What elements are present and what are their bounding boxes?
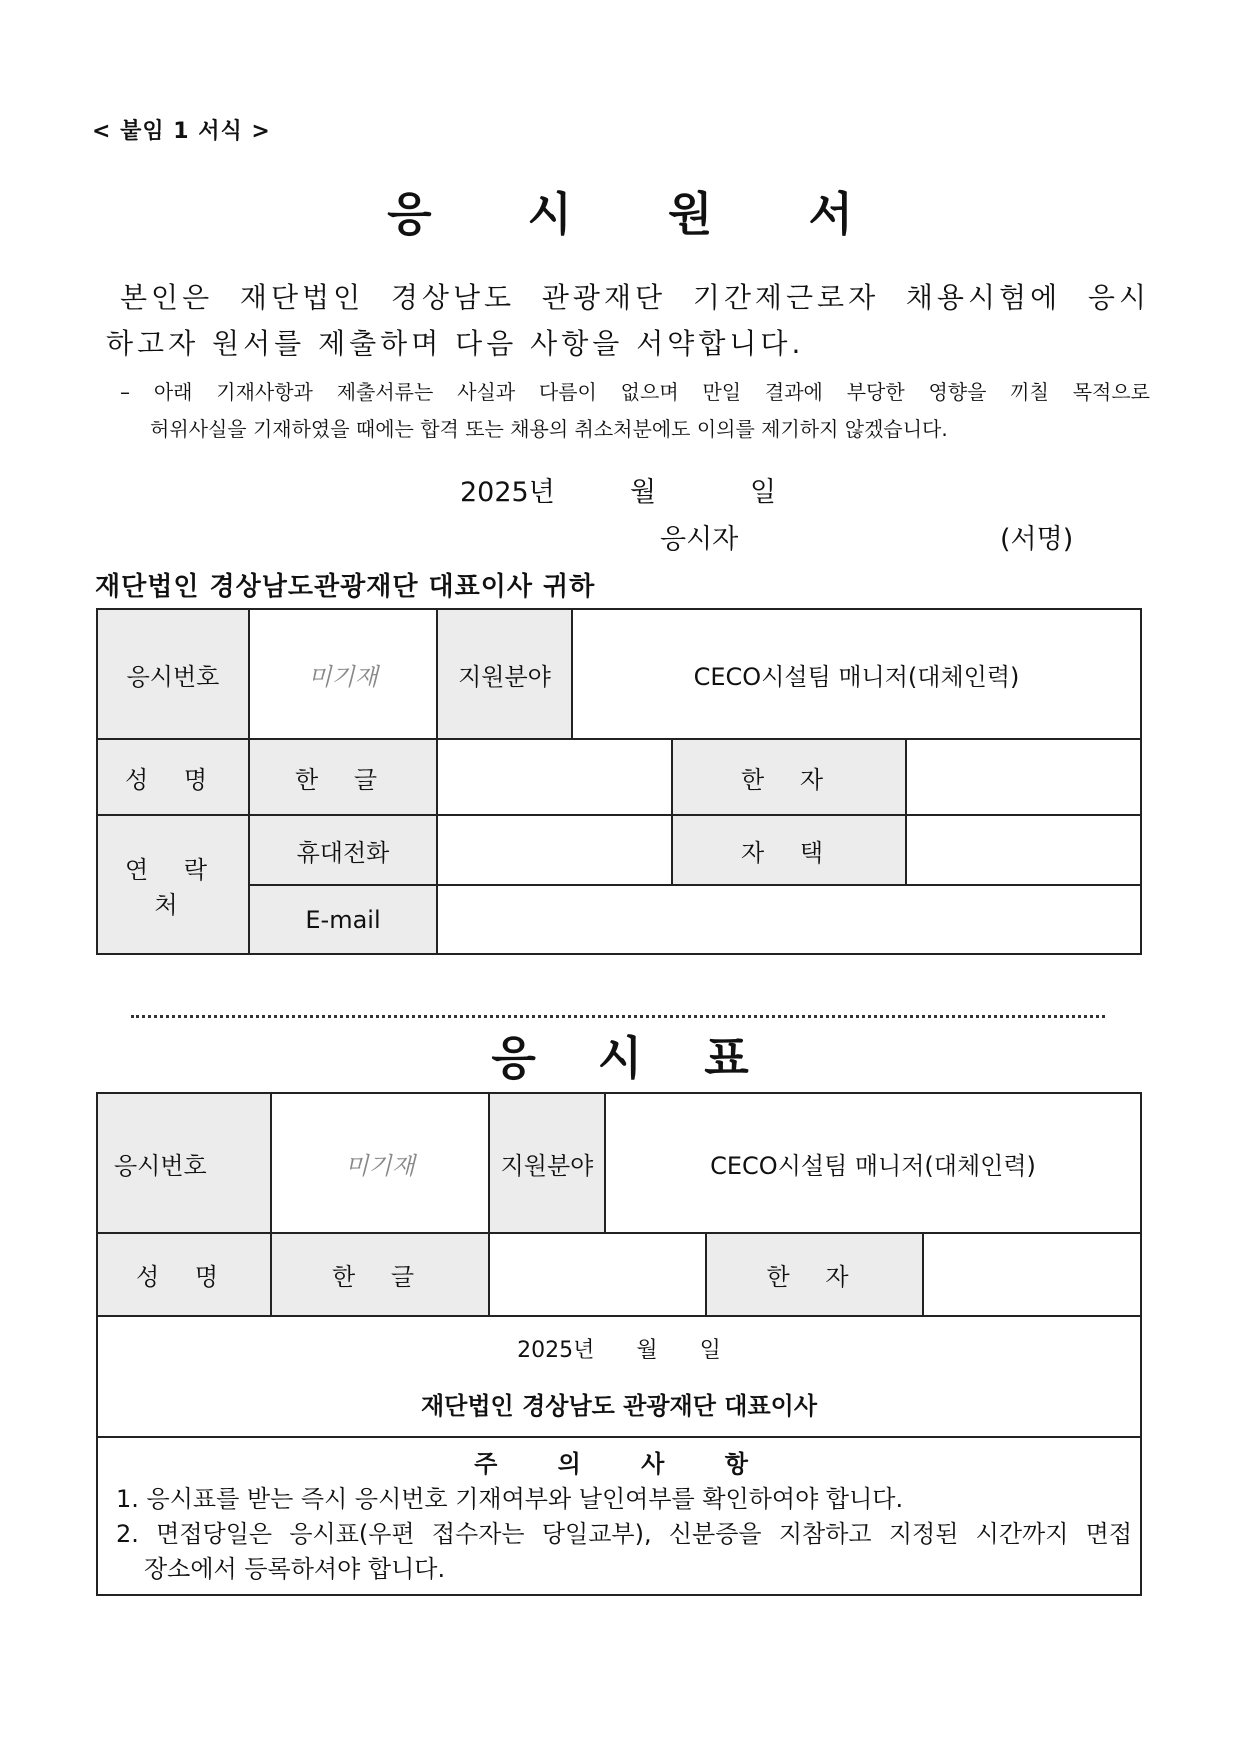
email-label: E-mail	[249, 885, 437, 954]
pledge-line-1: 본인은 재단법인 경상남도 관광재단 기간제근로자 채용시험에 응시	[120, 281, 1150, 314]
exam-number-value[interactable]: 미기재	[249, 609, 437, 739]
ticket-exam-number-label: 응시번호	[97, 1093, 271, 1233]
email-field[interactable]	[437, 885, 1141, 954]
ticket-title	[0, 1022, 1240, 1088]
contact-label: 연 락 처	[97, 815, 249, 954]
ticket-title-part-2: 시	[597, 1031, 643, 1085]
ticket-issuer: 재단법인 경상남도 관광재단 대표이사	[421, 1391, 818, 1420]
mobile-field[interactable]	[437, 815, 672, 885]
ticket-date-line: 2025년 월 일	[517, 1337, 721, 1363]
date-month: 월	[630, 477, 657, 508]
date-year: 2025년	[460, 477, 555, 508]
date-day: 일	[750, 477, 777, 508]
caution-item-1: 1. 응시표를 받는 즉시 응시번호 기재여부와 날인여부를 확인하여야 합니다.	[116, 1485, 904, 1513]
exam-number-label: 응시번호	[97, 609, 249, 739]
ticket-title-part-1: 응	[491, 1031, 536, 1085]
caution-item-2-cont: 장소에서 등록하셔야 합니다.	[144, 1555, 446, 1583]
caution-cell	[97, 1437, 1141, 1595]
attachment-label: < 붙임 1 서식 >	[92, 119, 271, 144]
hangul-name-label: 한 글	[249, 739, 437, 815]
cut-line	[131, 1015, 1105, 1018]
hanja-name-field[interactable]	[906, 739, 1141, 815]
recipient-line: 재단법인 경상남도관광재단 대표이사 귀하	[95, 572, 596, 602]
ticket-title-part-3: 표	[704, 1031, 749, 1085]
pledge-note-line-1: – 아래 기재사항과 제출서류는 사실과 다름이 없으며 만일 결과에 부당한 영향을 끼칠 목적으로	[120, 380, 1150, 404]
apply-field-label: 지원분야	[437, 609, 572, 739]
apply-field-value: CECO시설팀 매니저(대체인력)	[572, 609, 1141, 739]
home-phone-label: 자 택	[672, 815, 906, 885]
ticket-apply-field-value: CECO시설팀 매니저(대체인력)	[605, 1093, 1141, 1233]
signature-label: (서명)	[1000, 524, 1074, 555]
hangul-name-field[interactable]	[437, 739, 672, 815]
ticket-hangul-name-label: 한 글	[271, 1233, 489, 1316]
pledge-line-2: 하고자 원서를 제출하며 다음 사항을 서약합니다.	[106, 327, 805, 360]
application-table	[96, 608, 1142, 955]
ticket-issue-cell	[97, 1316, 1141, 1437]
ticket-exam-number-value[interactable]: 미기재	[271, 1093, 489, 1233]
name-label: 성 명	[97, 739, 249, 815]
mobile-label: 휴대전화	[249, 815, 437, 885]
hanja-name-label: 한 자	[672, 739, 906, 815]
ticket-hanja-name-field[interactable]	[923, 1233, 1141, 1316]
ticket-hanja-name-label: 한 자	[706, 1233, 923, 1316]
applicant-label: 응시자	[660, 524, 739, 555]
ticket-hangul-name-field[interactable]	[489, 1233, 706, 1316]
pledge-note-line-2: 허위사실을 기재하였을 때에는 합격 또는 채용의 취소처분에도 이의를 제기하지 않겠습니다.	[150, 417, 948, 441]
form-title: 응 시 원 서	[387, 187, 893, 241]
home-phone-field[interactable]	[906, 815, 1141, 885]
ticket-apply-field-label: 지원분야	[489, 1093, 605, 1233]
caution-title: 주 의 사 항	[474, 1450, 774, 1478]
ticket-name-label: 성 명	[97, 1233, 271, 1316]
caution-item-2: 2. 면접당일은 응시표(우편 접수자는 당일교부), 신분증을 지참하고 지정된 시간까지 면접	[116, 1520, 1133, 1548]
ticket-table	[96, 1092, 1142, 1596]
